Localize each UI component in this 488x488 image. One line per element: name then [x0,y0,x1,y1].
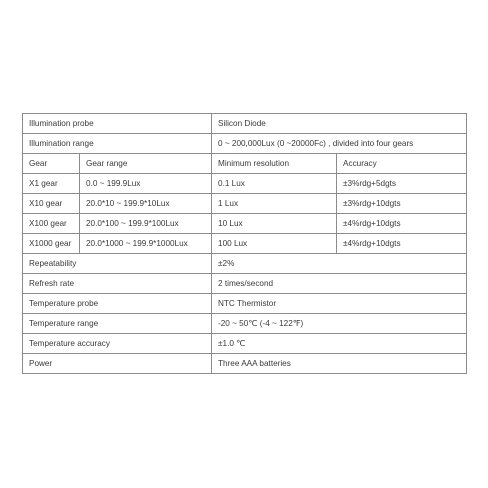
gear-row [23,194,467,214]
gear-resolution: 10 Lux [212,214,337,234]
spec-value: NTC Thermistor [212,294,467,314]
gear-accuracy: ±3%rdg+5dgts [337,174,467,194]
table-row [23,314,467,334]
gear-header: Gear [23,154,80,174]
gear-range: 20.0*1000 ~ 199.9*1000Lux [80,234,212,254]
spec-value: 0 ~ 200,000Lux (0 ~20000Fc) , divided into four gears [212,134,467,154]
spec-label: Temperature range [23,314,212,334]
table-row [23,354,467,374]
gear-range: 0.0 ~ 199.9Lux [80,174,212,194]
gear-accuracy: ±4%rdg+10dgts [337,214,467,234]
table-row [23,294,467,314]
table-row [23,254,467,274]
gear-header-row [23,154,467,174]
gear-row [23,214,467,234]
gear-name: X1 gear [23,174,80,194]
gear-name: X10 gear [23,194,80,214]
table-row [23,334,467,354]
spec-label: Power [23,354,212,374]
spec-label: Illumination range [23,134,212,154]
spec-label: Temperature probe [23,294,212,314]
gear-resolution: 100 Lux [212,234,337,254]
table-row [23,274,467,294]
gear-row [23,174,467,194]
spec-label: Illumination probe [23,114,212,134]
table-row [23,134,467,154]
accuracy-header: Accuracy [337,154,467,174]
table-row [23,114,467,134]
spec-label: Temperature accuracy [23,334,212,354]
spec-value: ±1.0 ℃ [212,334,467,354]
gear-name: X100 gear [23,214,80,234]
gear-name: X1000 gear [23,234,80,254]
specifications-table [22,113,467,374]
gear-resolution: 1 Lux [212,194,337,214]
gear-range: 20.0*100 ~ 199.9*100Lux [80,214,212,234]
gear-range: 20.0*10 ~ 199.9*10Lux [80,194,212,214]
gear-accuracy: ±4%rdg+10dgts [337,234,467,254]
spec-label: Refresh rate [23,274,212,294]
spec-value: ±2% [212,254,467,274]
min-resolution-header: Minimum resolution [212,154,337,174]
spec-label: Repeatability [23,254,212,274]
spec-value: Silicon Diode [212,114,467,134]
gear-accuracy: ±3%rdg+10dgts [337,194,467,214]
gear-range-header: Gear range [80,154,212,174]
spec-value: 2 times/second [212,274,467,294]
spec-value: -20 ~ 50℃ (-4 ~ 122℉) [212,314,467,334]
spec-value: Three AAA batteries [212,354,467,374]
gear-resolution: 0.1 Lux [212,174,337,194]
gear-row [23,234,467,254]
